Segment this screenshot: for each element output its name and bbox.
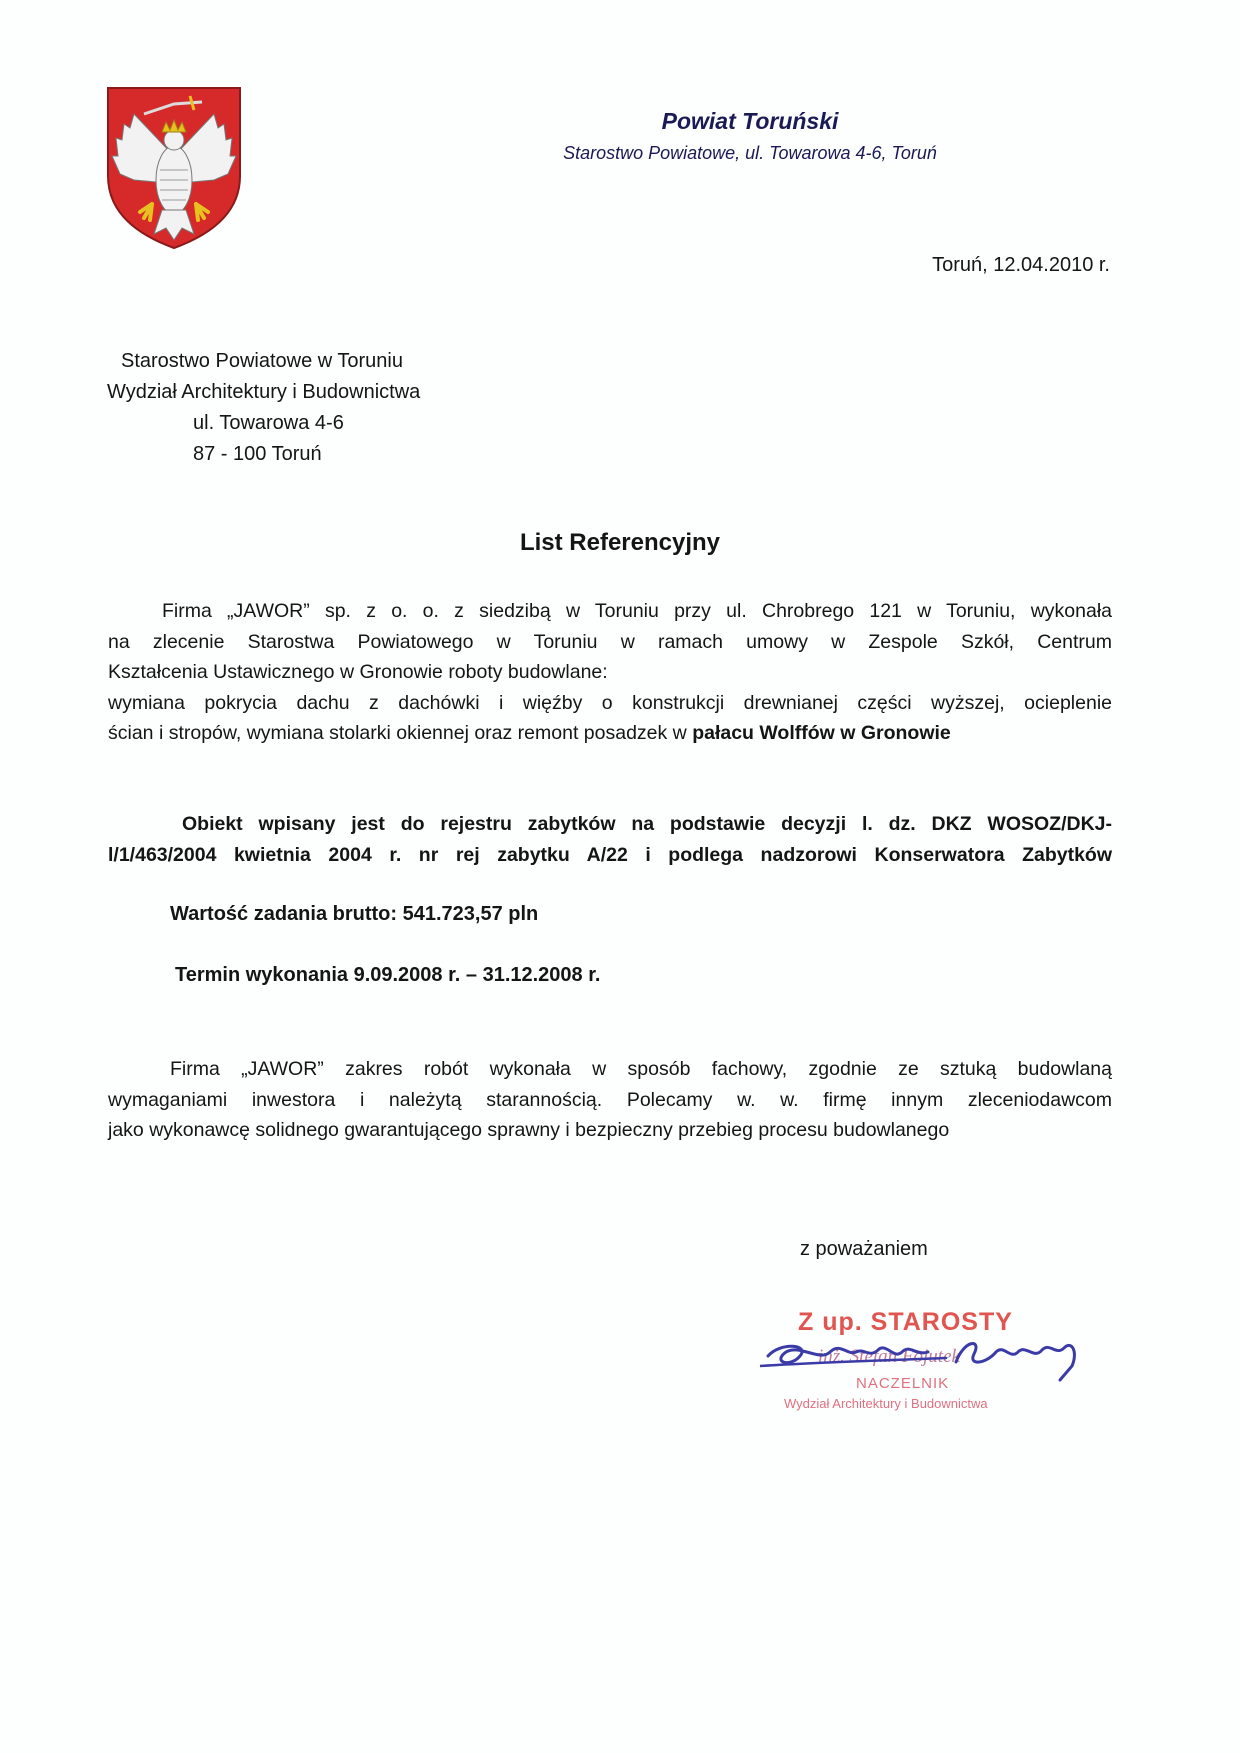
stamp-line: Wydział Architektury i Budownictwa [784, 1396, 988, 1411]
recipient-line: ul. Towarowa 4-6 [193, 412, 344, 434]
paragraph-line: wymaganiami inwestora i należytą starannością. Polecamy w. w. firmę innym zleceniodawcom [108, 1088, 1112, 1111]
stamp-line: NACZELNIK [856, 1375, 950, 1392]
paragraph-line: Firma „JAWOR” sp. z o. o. z siedzibą w Toruniu przy ul. Chrobrego 121 w Toruniu, wykonała [162, 600, 1112, 622]
paragraph-line: jako wykonawcę solidnego gwarantującego sprawny i bezpieczny przebieg procesu budowlanego [108, 1119, 950, 1141]
coat-of-arms-eagle-icon [104, 84, 244, 252]
letterhead [480, 108, 1020, 164]
paragraph-heritage [108, 809, 1112, 870]
recipient-line: Wydział Architektury i Budownictwa [107, 381, 421, 403]
recipient-address [107, 346, 420, 470]
letterhead-title: Powiat Toruński [661, 108, 839, 134]
contract-value: Wartość zadania brutto: 541.723,57 pln [170, 903, 539, 925]
paragraph-line: Kształcenia Ustawicznego w Gronowie roboty budowlane: [108, 661, 608, 683]
document-title: List Referencyjny [519, 529, 721, 556]
recipient-line: Starostwo Powiatowe w Toruniu [121, 350, 403, 372]
paragraph-line: Firma „JAWOR” zakres robót wykonała w sposób fachowy, zgodnie ze sztuką budowlaną [170, 1058, 1112, 1080]
paragraph-recommendation [108, 1054, 1112, 1146]
paragraph-line: Obiekt wpisany jest do rejestru zabytków na podstawie decyzji l. dz. DKZ WOSOZ/DKJ- [182, 813, 1112, 835]
stamp-line: Z up. STAROSTY [798, 1308, 1013, 1336]
letter-date: Toruń, 12.04.2010 r. [932, 254, 1110, 276]
closing-salutation: z poważaniem [800, 1238, 928, 1260]
paragraph-line [108, 718, 1112, 749]
handwritten-signature [760, 1322, 1100, 1402]
paragraph-line: na zlecenie Starostwa Powiatowego w Toruniu w ramach umowy w Zespole Szkół, Centrum [108, 630, 1112, 653]
paragraph-line-text: ścian i stropów, wymiana stolarki okiennej oraz remont posadzek w [108, 722, 693, 744]
paragraph-line: wymiana pokrycia dachu z dachówki i więźby o konstrukcji drewnianej części wyższej, ocieplenie [108, 691, 1112, 714]
letterhead-subtitle: Starostwo Powiatowe, ul. Towarowa 4-6, Toruń [563, 143, 937, 163]
paragraph-scope [108, 596, 1112, 749]
stamp-line: inż. Stefan Fojutek [818, 1346, 960, 1367]
paragraph-line: l/1/463/2004 kwietnia 2004 r. nr rej zabytku A/22 i podlega nadzorowi Konserwatora Zabytków [108, 843, 1112, 866]
recipient-line: 87 - 100 Toruń [193, 443, 322, 465]
palace-name: pałacu Wolffów w Gronowie [692, 722, 951, 744]
contract-term: Termin wykonania 9.09.2008 r. – 31.12.2008 r. [175, 964, 601, 986]
